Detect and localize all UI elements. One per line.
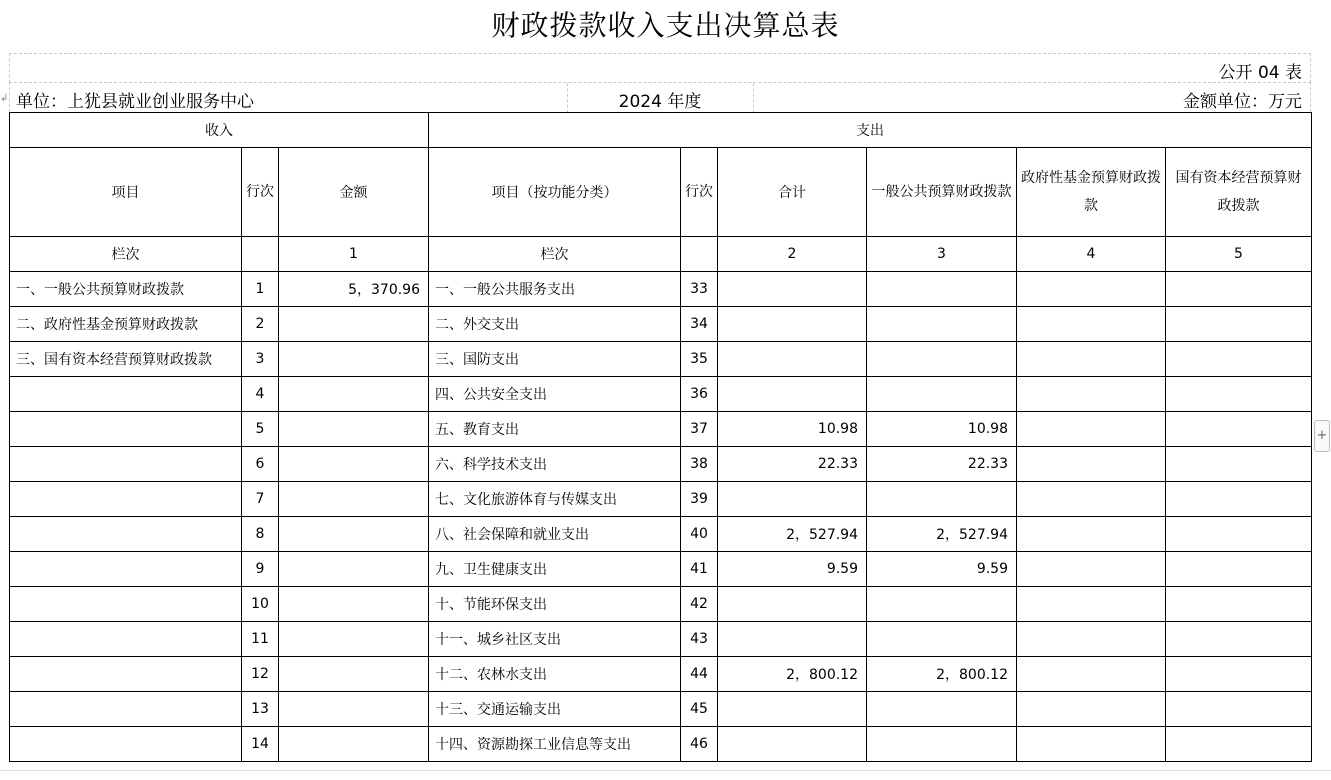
gov-fund-cell[interactable] <box>1017 692 1166 727</box>
general-budget-cell[interactable] <box>867 587 1017 622</box>
gov-fund-header: 政府性基金预算财政拨款 <box>1017 148 1166 237</box>
gov-fund-cell[interactable] <box>1017 342 1166 377</box>
income-item-cell[interactable] <box>10 552 242 587</box>
column-index-number: 1 <box>279 237 429 272</box>
income-amount-cell[interactable] <box>279 657 429 692</box>
income-amount-cell[interactable] <box>279 587 429 622</box>
state-capital-cell[interactable] <box>1166 587 1312 622</box>
state-capital-cell[interactable] <box>1166 307 1312 342</box>
income-line-cell[interactable]: 4 <box>242 377 279 412</box>
income-line-cell[interactable]: 2 <box>242 307 279 342</box>
expense-item-cell[interactable]: 五、教育支出 <box>429 412 681 447</box>
fiscal-table <box>9 112 1312 762</box>
state-capital-cell[interactable] <box>1166 552 1312 587</box>
income-line-cell[interactable]: 7 <box>242 482 279 517</box>
income-item-cell[interactable]: 二、政府性基金预算财政拨款 <box>10 307 242 342</box>
state-capital-header: 国有资本经营预算财政拨款 <box>1166 148 1312 237</box>
expense-item-cell[interactable]: 九、卫生健康支出 <box>429 552 681 587</box>
state-capital-cell[interactable] <box>1166 692 1312 727</box>
expense-line-cell[interactable]: 42 <box>681 587 718 622</box>
income-line-cell[interactable]: 11 <box>242 622 279 657</box>
state-capital-cell[interactable] <box>1166 517 1312 552</box>
table-row <box>10 587 1312 622</box>
column-index-number: 3 <box>867 237 1017 272</box>
state-capital-cell[interactable] <box>1166 622 1312 657</box>
expense-item-cell[interactable]: 八、社会保障和就业支出 <box>429 517 681 552</box>
line-header: 行次 <box>681 148 718 237</box>
income-item-cell[interactable]: 三、国有资本经营预算财政拨款 <box>10 342 242 377</box>
income-item-cell[interactable] <box>10 692 242 727</box>
expense-line-cell[interactable]: 41 <box>681 552 718 587</box>
income-line-cell[interactable]: 6 <box>242 447 279 482</box>
expense-item-cell[interactable]: 十四、资源勘探工业信息等支出 <box>429 727 681 762</box>
expense-total-cell[interactable] <box>718 692 867 727</box>
table-row <box>10 727 1312 762</box>
income-amount-cell[interactable] <box>279 622 429 657</box>
income-line-cell[interactable]: 9 <box>242 552 279 587</box>
column-index-number: 2 <box>718 237 867 272</box>
item-func-header: 项目（按功能分类） <box>429 148 681 237</box>
form-number-row <box>9 53 1311 83</box>
income-item-cell[interactable] <box>10 622 242 657</box>
general-budget-cell[interactable]: 2，800.12 <box>867 657 1017 692</box>
year-label: 2024 年度 <box>618 92 702 112</box>
table-row <box>10 482 1312 517</box>
expense-line-cell[interactable]: 43 <box>681 622 718 657</box>
table-row <box>10 307 1312 342</box>
income-item-cell[interactable] <box>10 377 242 412</box>
gov-fund-cell[interactable] <box>1017 307 1166 342</box>
income-item-cell[interactable]: 一、一般公共预算财政拨款 <box>10 272 242 307</box>
income-amount-cell[interactable] <box>279 307 429 342</box>
expense-line-cell[interactable]: 44 <box>681 657 718 692</box>
income-item-cell[interactable] <box>10 412 242 447</box>
table-row <box>10 692 1312 727</box>
item-header: 项目 <box>10 148 242 237</box>
gov-fund-cell[interactable] <box>1017 587 1166 622</box>
meta-divider <box>753 83 754 113</box>
state-capital-cell[interactable] <box>1166 482 1312 517</box>
table-row <box>10 517 1312 552</box>
state-capital-cell[interactable] <box>1166 727 1312 762</box>
table-row <box>10 272 1312 307</box>
state-capital-cell[interactable] <box>1166 272 1312 307</box>
gov-fund-cell[interactable] <box>1017 727 1166 762</box>
general-budget-header: 一般公共预算财政拨款 <box>867 148 1017 237</box>
income-line-cell[interactable]: 14 <box>242 727 279 762</box>
expense-item-cell[interactable]: 一、一般公共服务支出 <box>429 272 681 307</box>
table-row <box>10 657 1312 692</box>
table-row <box>10 342 1312 377</box>
column-index-cell <box>681 237 718 272</box>
income-line-cell[interactable]: 3 <box>242 342 279 377</box>
row-anchor-icon[interactable]: ↲ <box>0 93 9 104</box>
expense-total-cell[interactable] <box>718 272 867 307</box>
expense-total-cell[interactable] <box>718 307 867 342</box>
expense-total-cell[interactable] <box>718 342 867 377</box>
line-header: 行次 <box>242 148 279 237</box>
general-budget-cell[interactable]: 9.59 <box>867 552 1017 587</box>
unit-label: 单位：上犹县就业创业服务中心 <box>16 92 254 112</box>
expense-line-cell[interactable]: 39 <box>681 482 718 517</box>
table-row <box>10 412 1312 447</box>
income-amount-cell[interactable] <box>279 692 429 727</box>
column-index-cell <box>242 237 279 272</box>
income-amount-cell[interactable]: 5，370.96 <box>279 272 429 307</box>
add-column-icon[interactable]: + <box>1314 420 1330 452</box>
expense-total-cell[interactable] <box>718 587 867 622</box>
form-number: 公开 04 表 <box>1218 63 1302 83</box>
gov-fund-cell[interactable] <box>1017 622 1166 657</box>
expense-header: 支出 <box>429 113 1312 148</box>
general-budget-cell[interactable] <box>867 307 1017 342</box>
income-item-cell[interactable] <box>10 482 242 517</box>
gov-fund-cell[interactable] <box>1017 552 1166 587</box>
expense-total-cell[interactable] <box>718 482 867 517</box>
table-row <box>10 377 1312 412</box>
column-index-number: 4 <box>1017 237 1166 272</box>
page-bottom-divider <box>0 770 1331 771</box>
income-line-cell[interactable]: 1 <box>242 272 279 307</box>
expense-line-cell[interactable]: 35 <box>681 342 718 377</box>
gov-fund-cell[interactable] <box>1017 482 1166 517</box>
income-amount-cell[interactable] <box>279 552 429 587</box>
income-line-cell[interactable]: 12 <box>242 657 279 692</box>
column-index-label: 栏次 <box>429 237 681 272</box>
expense-line-cell[interactable]: 33 <box>681 272 718 307</box>
income-line-cell[interactable]: 5 <box>242 412 279 447</box>
income-item-cell[interactable] <box>10 447 242 482</box>
income-item-cell[interactable] <box>10 657 242 692</box>
general-budget-cell[interactable]: 2，527.94 <box>867 517 1017 552</box>
general-budget-cell[interactable] <box>867 727 1017 762</box>
general-budget-cell[interactable] <box>867 622 1017 657</box>
gov-fund-cell[interactable] <box>1017 517 1166 552</box>
state-capital-cell[interactable] <box>1166 657 1312 692</box>
income-amount-cell[interactable] <box>279 727 429 762</box>
expense-item-cell[interactable]: 四、公共安全支出 <box>429 377 681 412</box>
expense-item-cell[interactable]: 三、国防支出 <box>429 342 681 377</box>
income-amount-cell[interactable] <box>279 447 429 482</box>
expense-item-cell[interactable]: 六、科学技术支出 <box>429 447 681 482</box>
income-amount-cell[interactable] <box>279 482 429 517</box>
general-budget-cell[interactable]: 10.98 <box>867 412 1017 447</box>
income-amount-cell[interactable] <box>279 377 429 412</box>
gov-fund-cell[interactable] <box>1017 657 1166 692</box>
state-capital-cell[interactable] <box>1166 377 1312 412</box>
column-index-label: 栏次 <box>10 237 242 272</box>
expense-total-cell[interactable] <box>718 727 867 762</box>
table-row <box>10 447 1312 482</box>
expense-item-cell[interactable]: 十二、农林水支出 <box>429 657 681 692</box>
expense-item-cell[interactable]: 十一、城乡社区支出 <box>429 622 681 657</box>
income-amount-cell[interactable] <box>279 342 429 377</box>
column-index-number: 5 <box>1166 237 1312 272</box>
income-line-cell[interactable]: 10 <box>242 587 279 622</box>
expense-line-cell[interactable]: 38 <box>681 447 718 482</box>
state-capital-cell[interactable] <box>1166 342 1312 377</box>
expense-total-cell[interactable]: 2，527.94 <box>718 517 867 552</box>
expense-item-cell[interactable]: 二、外交支出 <box>429 307 681 342</box>
general-budget-cell[interactable] <box>867 692 1017 727</box>
expense-line-cell[interactable]: 46 <box>681 727 718 762</box>
expense-line-cell[interactable]: 45 <box>681 692 718 727</box>
general-budget-cell[interactable]: 22.33 <box>867 447 1017 482</box>
expense-total-cell[interactable]: 2，800.12 <box>718 657 867 692</box>
expense-item-cell[interactable]: 七、文化旅游体育与传媒支出 <box>429 482 681 517</box>
expense-line-cell[interactable]: 37 <box>681 412 718 447</box>
expense-total-cell[interactable]: 22.33 <box>718 447 867 482</box>
table-row <box>10 552 1312 587</box>
money-unit-label: 金额单位：万元 <box>1183 92 1302 112</box>
expense-total-cell[interactable] <box>718 622 867 657</box>
table-row <box>10 622 1312 657</box>
gov-fund-cell[interactable] <box>1017 412 1166 447</box>
income-item-cell[interactable] <box>10 727 242 762</box>
expense-line-cell[interactable]: 40 <box>681 517 718 552</box>
general-budget-cell[interactable] <box>867 377 1017 412</box>
total-header: 合计 <box>718 148 867 237</box>
expense-total-cell[interactable] <box>718 377 867 412</box>
amount-header: 金额 <box>279 148 429 237</box>
income-header: 收入 <box>10 113 429 148</box>
expense-total-cell[interactable]: 10.98 <box>718 412 867 447</box>
income-item-cell[interactable] <box>10 587 242 622</box>
meta-row <box>9 82 1311 112</box>
income-item-cell[interactable] <box>10 517 242 552</box>
general-budget-cell[interactable] <box>867 342 1017 377</box>
gov-fund-cell[interactable] <box>1017 377 1166 412</box>
expense-total-cell[interactable]: 9.59 <box>718 552 867 587</box>
expense-line-cell[interactable]: 34 <box>681 307 718 342</box>
income-amount-cell[interactable] <box>279 517 429 552</box>
income-line-cell[interactable]: 13 <box>242 692 279 727</box>
expense-item-cell[interactable]: 十三、交通运输支出 <box>429 692 681 727</box>
state-capital-cell[interactable] <box>1166 447 1312 482</box>
state-capital-cell[interactable] <box>1166 412 1312 447</box>
gov-fund-cell[interactable] <box>1017 272 1166 307</box>
income-amount-cell[interactable] <box>279 412 429 447</box>
gov-fund-cell[interactable] <box>1017 447 1166 482</box>
general-budget-cell[interactable] <box>867 482 1017 517</box>
expense-line-cell[interactable]: 36 <box>681 377 718 412</box>
page-title: 财政拨款收入支出决算总表 <box>491 9 840 42</box>
income-line-cell[interactable]: 8 <box>242 517 279 552</box>
general-budget-cell[interactable] <box>867 272 1017 307</box>
expense-item-cell[interactable]: 十、节能环保支出 <box>429 587 681 622</box>
